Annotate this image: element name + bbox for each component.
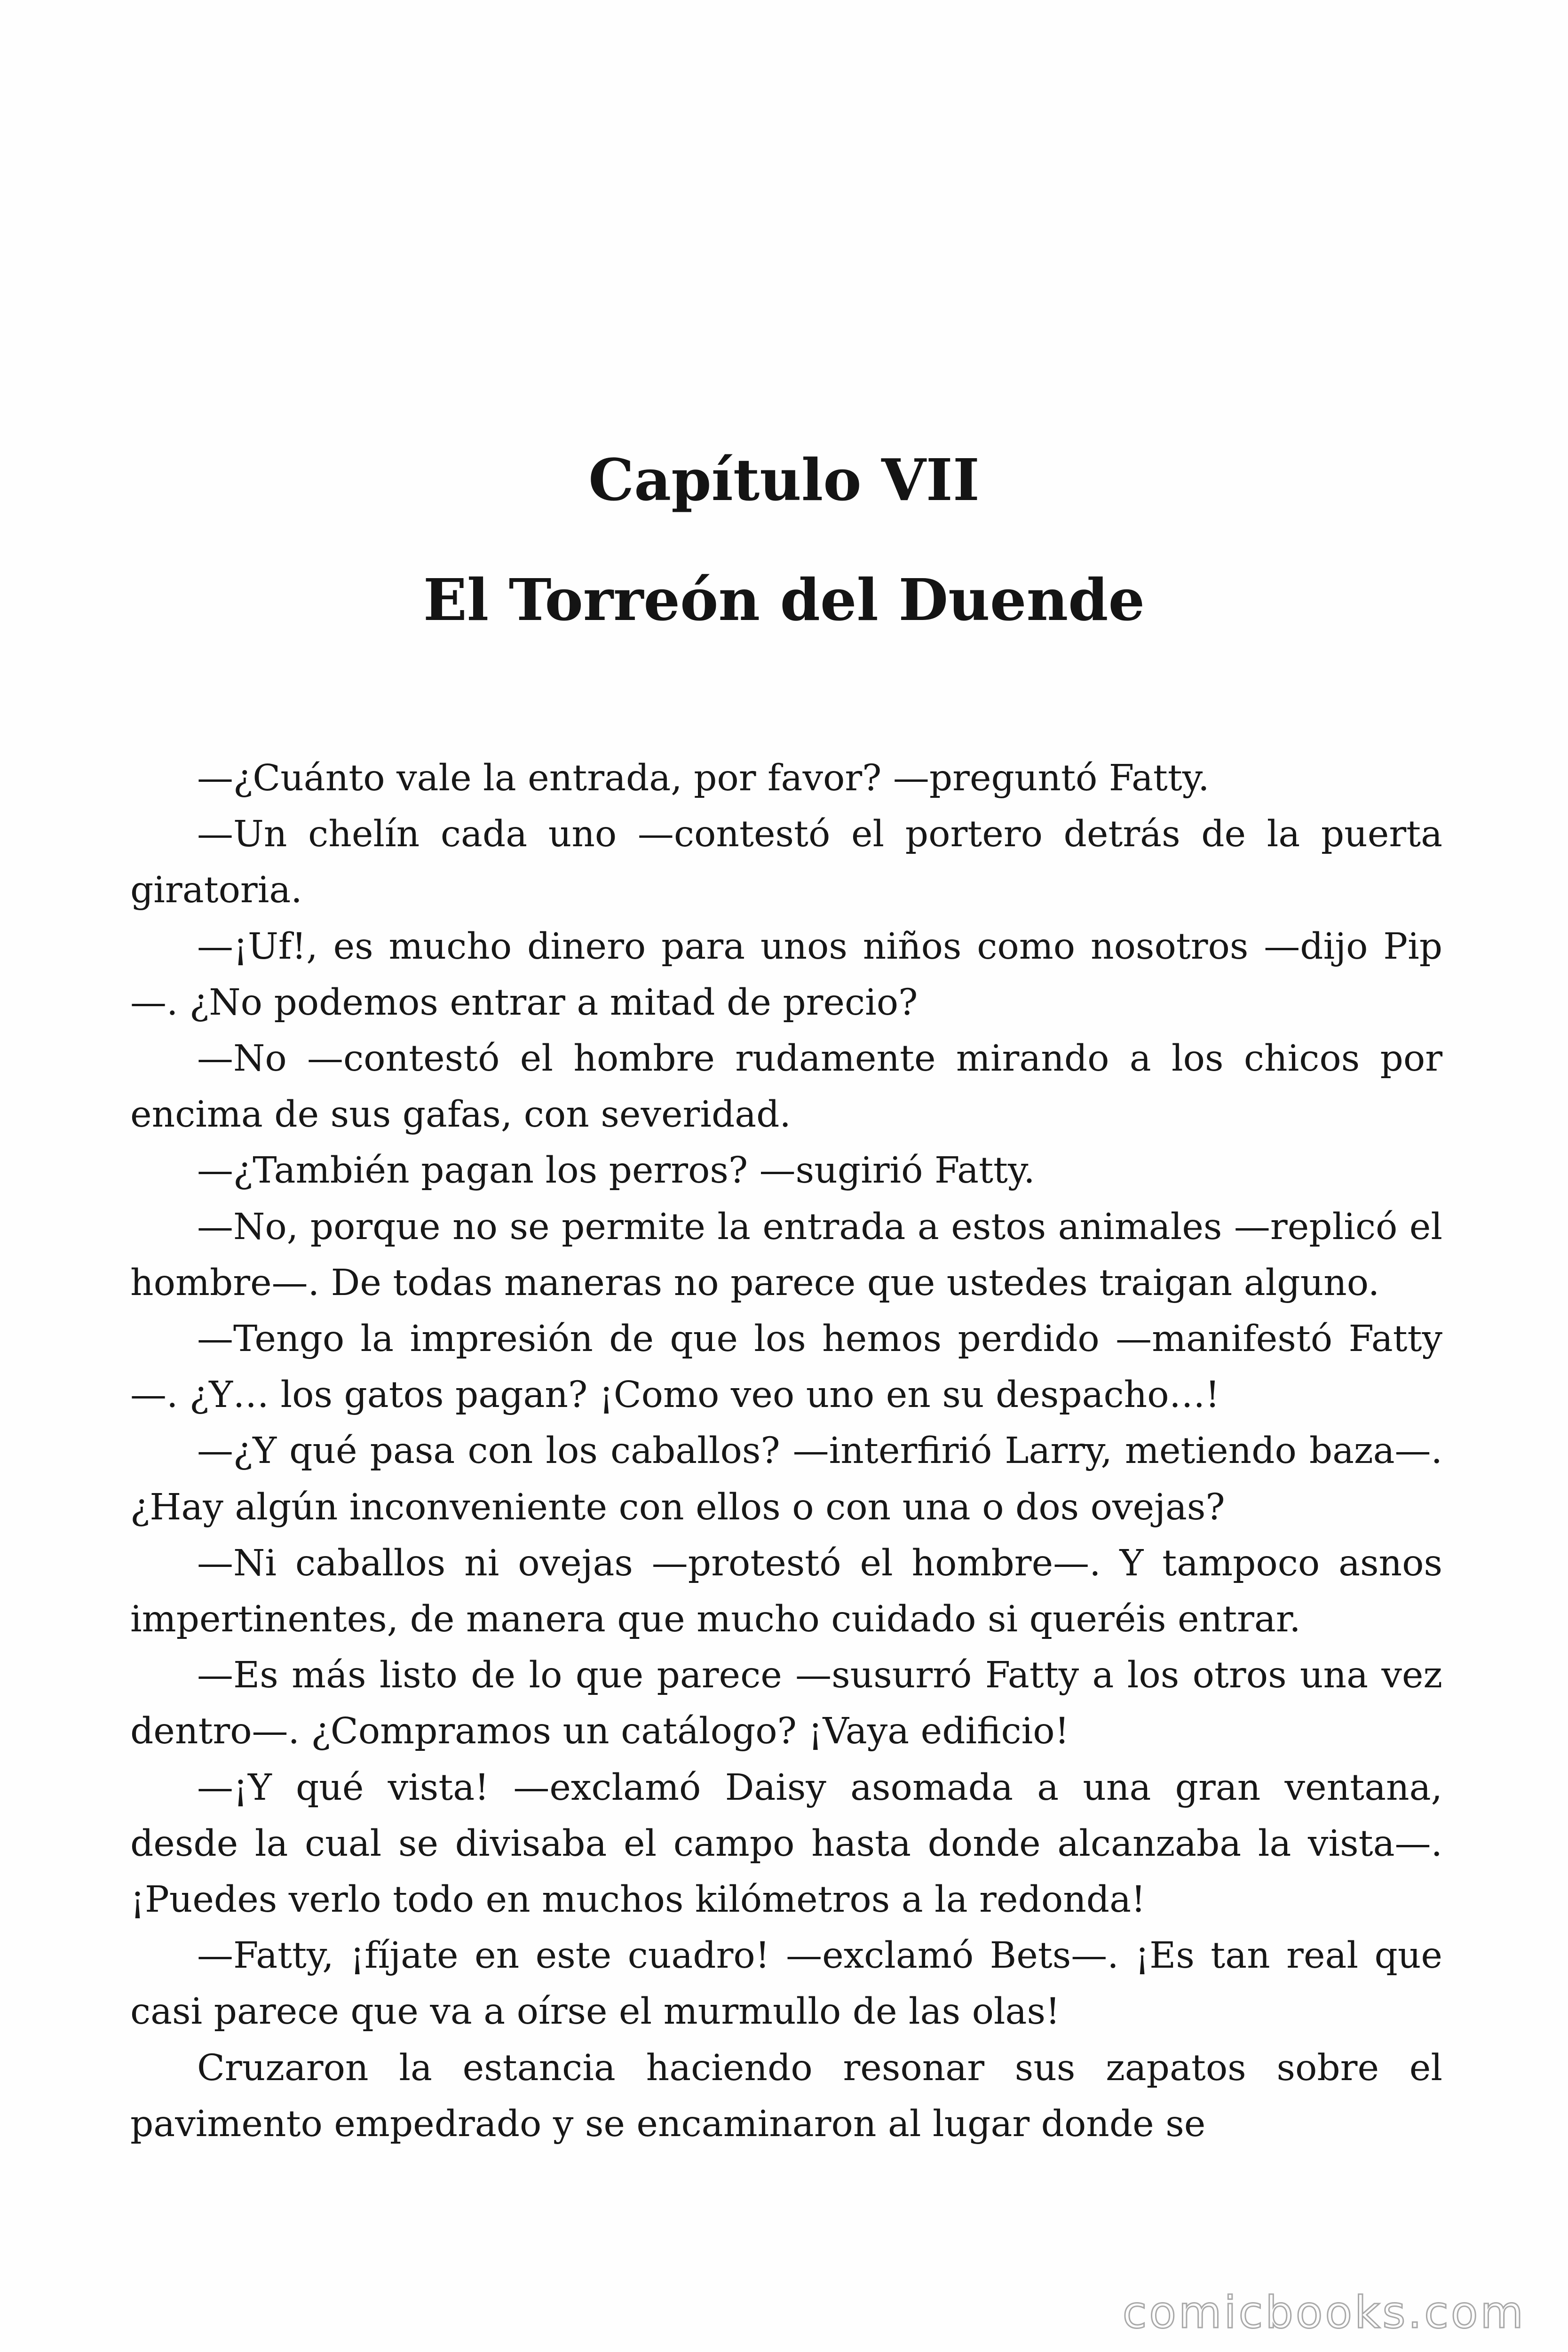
chapter-number: Capítulo VII	[588, 446, 980, 514]
paragraph-2: —Un chelín cada uno —contestó el portero detrás de la puerta giratoria.	[130, 813, 1442, 912]
chapter-body	[130, 750, 1442, 2152]
paragraph-8: —¿Y qué pasa con los caballos? —interfirió Larry, metiendo baza—. ¿Hay algún inconveniente con ellos o con una o dos ovejas?	[130, 1430, 1442, 1528]
paragraph-1: —¿Cuánto vale la entrada, por favor? —preguntó Fatty.	[197, 757, 1210, 799]
paragraph-13: Cruzaron la estancia haciendo resonar sus zapatos sobre el pavimento empedrado y se encaminaron al lugar donde se	[130, 2047, 1442, 2145]
chapter-title: El Torreón del Duende	[423, 566, 1145, 634]
paragraph-7: —Tengo la impresión de que los hemos perdido —manifestó Fatty—. ¿Y… los gatos pagan? ¡Como veo uno en su despacho…!	[130, 1318, 1442, 1416]
paragraph-10: —Es más listo de lo que parece —susurró Fatty a los otros una vez dentro—. ¿Compramos un catálogo? ¡Vaya edificio!	[130, 1654, 1442, 1753]
paragraph-6: —No, porque no se permite la entrada a estos animales —replicó el hombre—. De todas maneras no parece que ustedes traigan alguno.	[130, 1206, 1442, 1304]
watermark: comicbooks.com	[1122, 2287, 1526, 2338]
paragraph-5: —¿También pagan los perros? —sugirió Fatty.	[197, 1150, 1035, 1192]
paragraph-11: —¡Y qué vista! —exclamó Daisy asomada a una gran ventana, desde la cual se divisaba el campo hasta donde alcanzaba la vista—. ¡Puedes verlo todo en muchos kilómetros a la redonda!	[130, 1766, 1442, 1921]
paragraph-4: —No —contestó el hombre rudamente mirando a los chicos por encima de sus gafas, con severidad.	[130, 1038, 1442, 1136]
paragraph-12: —Fatty, ¡fíjate en este cuadro! —exclamó Bets—. ¡Es tan real que casi parece que va a oírse el murmullo de las olas!	[130, 1935, 1442, 2033]
paragraph-3: —¡Uf!, es mucho dinero para unos niños como nosotros —dijo Pip—. ¿No podemos entrar a mitad de precio?	[130, 925, 1442, 1024]
paragraph-9: —Ni caballos ni ovejas —protestó el hombre—. Y tampoco asnos impertinentes, de manera que mucho cuidado si queréis entrar.	[130, 1542, 1442, 1641]
